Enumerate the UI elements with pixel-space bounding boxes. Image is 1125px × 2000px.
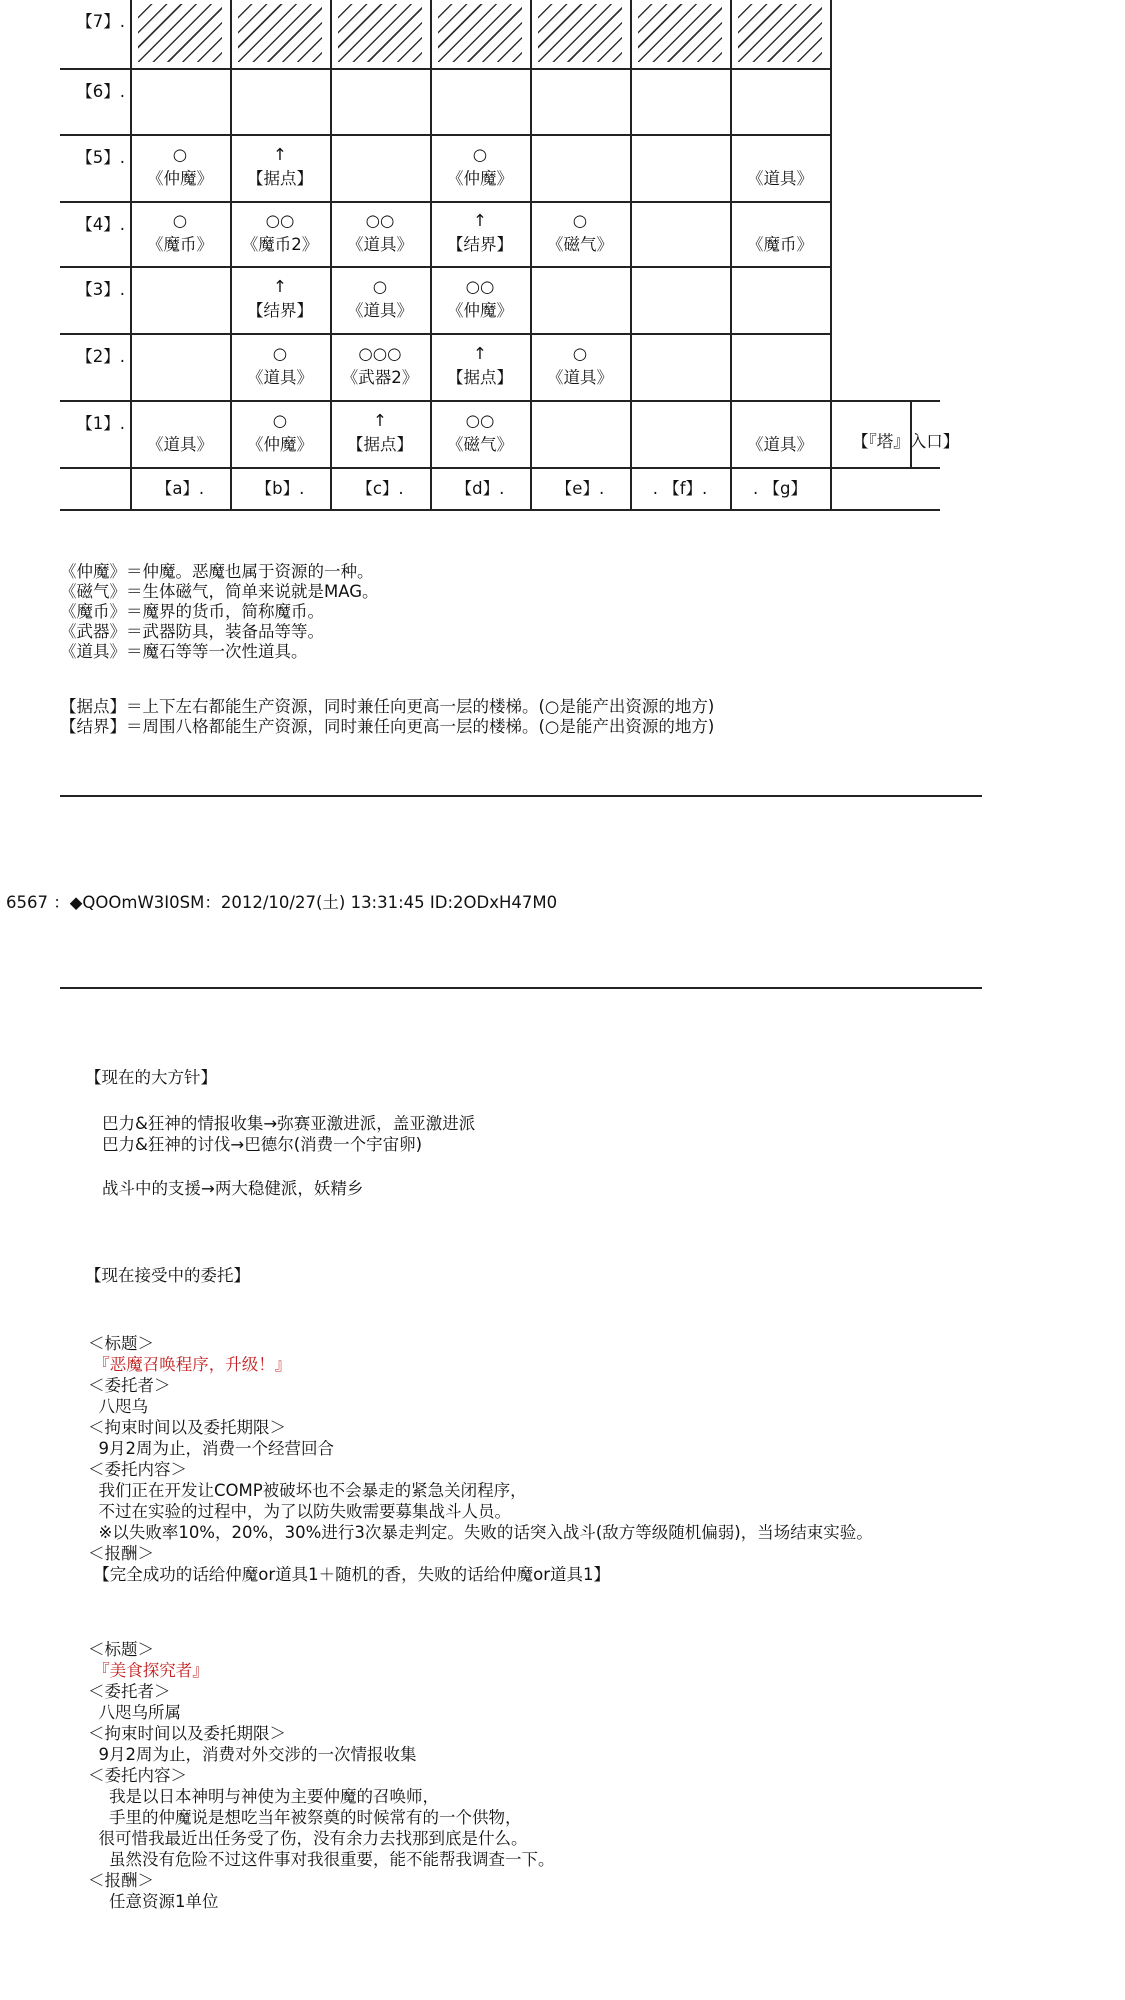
- divider-line: [60, 795, 982, 797]
- cell-marker: ○: [572, 343, 588, 363]
- hatched-cell: [438, 4, 522, 62]
- cell-marker: ↑: [373, 410, 387, 430]
- grid-line: [60, 266, 830, 268]
- legend-item: 【结界】＝周围八格都能生产资源，同时兼任向更高一层的楼梯。(○是能产出资源的地方): [60, 717, 715, 736]
- hatched-cell: [638, 4, 722, 62]
- tower-entrance-label: 【『塔』入口】: [852, 432, 960, 451]
- legend-item: 《仲魔》＝仲魔。恶魔也属于资源的一种。: [60, 562, 374, 581]
- grid-line: [60, 400, 940, 402]
- cell-resource: 《磁气》: [547, 234, 613, 254]
- hatched-cell: [338, 4, 422, 62]
- row-label: 【7】.: [76, 12, 125, 31]
- policy-heading: 【现在的大方针】: [85, 1068, 217, 1087]
- cell-resource: 《仲魔》: [447, 168, 513, 188]
- cell-resource: 《魔币2》: [241, 234, 319, 254]
- cell-resource: 《魔币》: [147, 234, 213, 254]
- cell-resource: 《武器2》: [341, 367, 419, 387]
- policy-line: 巴力&狂神的情报收集→弥赛亚激进派，盖亚激进派: [102, 1114, 476, 1133]
- request-line: ＜委托内容＞: [88, 1766, 187, 1785]
- request-line: 我是以日本神明与神使为主要仲魔的召唤师，: [88, 1787, 439, 1806]
- cell-resource: 《仲魔》: [147, 168, 213, 188]
- grid-line: [60, 201, 830, 203]
- request-line: ※以失败率10%，20%，30%进行3次暴走判定。失败的话突入战斗(敌方等级随机偏弱)，当场结束实验。: [88, 1523, 873, 1542]
- request-line: 虽然没有危险不过这件事对我很重要，能不能帮我调查一下。: [88, 1850, 555, 1869]
- cell-marker: ○: [372, 276, 388, 296]
- cell-resource: 《道具》: [347, 300, 413, 320]
- cell-marker: ○: [472, 144, 488, 164]
- row-label: 【6】.: [76, 82, 125, 101]
- cell-resource: 【结界】: [247, 300, 313, 320]
- hatched-cell: [538, 4, 622, 62]
- cell-resource: 《道具》: [747, 434, 813, 454]
- column-label: . 【f】.: [652, 479, 708, 498]
- request-line: 我们正在开发让COMP被破坏也不会暴走的紧急关闭程序，: [88, 1481, 527, 1500]
- row-label: 【2】.: [76, 347, 125, 366]
- cell-marker: ○: [172, 210, 188, 230]
- request-title: 『美食探究者』: [88, 1661, 209, 1680]
- request-line: ＜报酬＞: [88, 1544, 154, 1563]
- divider-line: [60, 987, 982, 989]
- cell-marker: ○: [172, 144, 188, 164]
- cell-resource: 【据点】: [447, 367, 513, 387]
- request-line: ＜标题＞: [88, 1334, 154, 1353]
- request-line: 很可惜我最近出任务受了伤，没有余力去找那到底是什么。: [88, 1829, 528, 1848]
- request-line: 八咫乌: [88, 1397, 148, 1416]
- request-line: ＜拘束时间以及委托期限＞: [88, 1724, 286, 1743]
- grid-line: [830, 0, 832, 509]
- cell-resource: 《道具》: [347, 234, 413, 254]
- column-label: 【e】.: [555, 479, 605, 498]
- grid-line: [60, 509, 940, 511]
- column-label: 【b】.: [255, 479, 305, 498]
- row-label: 【4】.: [76, 215, 125, 234]
- cell-resource: 《道具》: [147, 434, 213, 454]
- cell-marker: ○○: [365, 210, 395, 230]
- hatched-cell: [138, 4, 222, 62]
- hatched-cell: [738, 4, 822, 62]
- request-line: 9月2周为止，消费一个经营回合: [88, 1439, 334, 1458]
- policy-line: 巴力&狂神的讨伐→巴德尔(消费一个宇宙卵): [102, 1135, 423, 1154]
- grid-line: [60, 134, 830, 136]
- legend-item: 《武器》＝武器防具，装备品等等。: [60, 622, 324, 641]
- request-line: 【完全成功的话给仲魔or道具1＋随机的香，失败的话给仲魔or道具1】: [88, 1565, 610, 1584]
- cell-marker: ○: [272, 410, 288, 430]
- grid-line: [60, 68, 830, 70]
- policy-line: 战斗中的支援→两大稳健派，妖精乡: [102, 1179, 364, 1198]
- column-label: 【a】.: [155, 479, 205, 498]
- cell-marker: ○: [272, 343, 288, 363]
- cell-resource: 《道具》: [247, 367, 313, 387]
- cell-resource: 《仲魔》: [247, 434, 313, 454]
- cell-resource: 【结界】: [447, 234, 513, 254]
- row-label: 【1】.: [76, 414, 125, 433]
- cell-resource: 《道具》: [747, 168, 813, 188]
- column-label: 【c】.: [356, 479, 404, 498]
- cell-marker: ↑: [473, 210, 487, 230]
- cell-resource: 《道具》: [547, 367, 613, 387]
- request-line: ＜委托者＞: [88, 1682, 171, 1701]
- cell-marker: ○○: [465, 276, 495, 296]
- request-line: ＜拘束时间以及委托期限＞: [88, 1418, 286, 1437]
- row-label: 【3】.: [76, 280, 125, 299]
- legend-item: 【据点】＝上下左右都能生产资源，同时兼任向更高一层的楼梯。(○是能产出资源的地方): [60, 697, 715, 716]
- request-line: 9月2周为止，消费对外交涉的一次情报收集: [88, 1745, 417, 1764]
- column-label: . 【g】: [753, 479, 807, 498]
- cell-resource: 《仲魔》: [447, 300, 513, 320]
- request-line: 八咫乌所属: [88, 1703, 181, 1722]
- post-header: 6567 ：◆QOOmW3I0SM：2012/10/27(土) 13:31:45 ID:2ODxH47M0: [6, 893, 558, 912]
- grid-line: [60, 333, 830, 335]
- request-line: ＜委托内容＞: [88, 1460, 187, 1479]
- legend-item: 《道具》＝魔石等等一次性道具。: [60, 642, 308, 661]
- legend-item: 《魔币》＝魔界的货币，简称魔币。: [60, 602, 324, 621]
- request-title: 『恶魔召唤程序，升级！』: [88, 1355, 292, 1374]
- cell-marker: ↑: [273, 144, 287, 164]
- cell-marker: ○○: [465, 410, 495, 430]
- column-label: 【d】.: [455, 479, 505, 498]
- request-line: ＜标题＞: [88, 1640, 154, 1659]
- cell-marker: ○○○: [358, 343, 402, 363]
- requests-heading: 【现在接受中的委托】: [85, 1266, 250, 1285]
- cell-marker: ↑: [473, 343, 487, 363]
- request-line: 不过在实验的过程中，为了以防失败需要募集战斗人员。: [88, 1502, 511, 1521]
- request-line: ＜报酬＞: [88, 1871, 154, 1890]
- cell-marker: ○: [572, 210, 588, 230]
- cell-resource: 【据点】: [347, 434, 413, 454]
- request-line: 任意资源1单位: [88, 1892, 219, 1911]
- request-line: 手里的仲魔说是想吃当年被祭奠的时候常有的一个供物，: [88, 1808, 522, 1827]
- hatched-cell: [238, 4, 322, 62]
- cell-marker: ↑: [273, 276, 287, 296]
- row-label: 【5】.: [76, 148, 125, 167]
- grid-line: [60, 467, 940, 469]
- cell-resource: 《魔币》: [747, 234, 813, 254]
- legend-item: 《磁气》＝生体磁气，简单来说就是MAG。: [60, 582, 379, 601]
- cell-resource: 《磁气》: [447, 434, 513, 454]
- grid-line: [630, 0, 632, 509]
- request-line: ＜委托者＞: [88, 1376, 171, 1395]
- cell-marker: ○○: [265, 210, 295, 230]
- cell-resource: 【据点】: [247, 168, 313, 188]
